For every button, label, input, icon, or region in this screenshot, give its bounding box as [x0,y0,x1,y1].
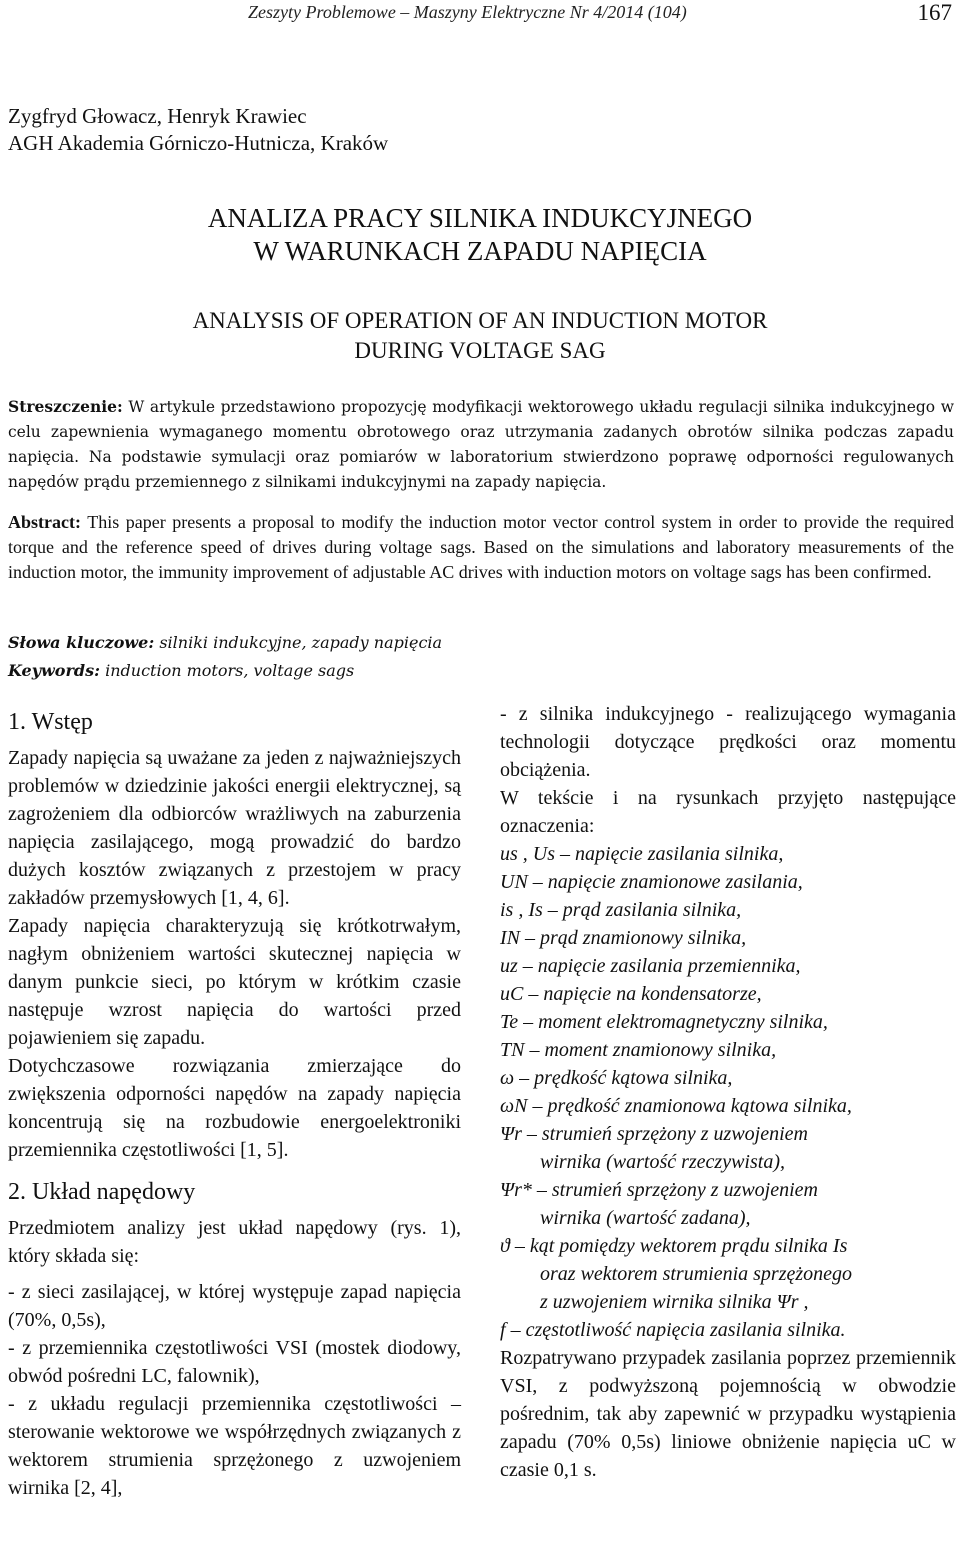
notation-item [500,1176,956,1232]
notation-item [500,896,956,924]
title-english-line-1: ANALYSIS OF OPERATION OF AN INDUCTION MOTOR [192,308,768,333]
paragraph: Dotychczasowe rozwiązania zmierzające do zwiększenia odporności napędów na zapady napięcia koncentrują się na rozbudowie energoelektroniki przemiennika częstotliwości [1, 5]. [8,1055,461,1161]
paragraph: - z silnika indukcyjnego - realizującego wymagania technologii dotyczące prędkości oraz momentu obciążenia. [500,703,956,781]
notation-symbol: TN [500,1039,525,1061]
abstract-polish-label: Streszczenie: [8,397,123,416]
notation-description: – napięcie zasilania przemiennika, [517,955,801,977]
paragraph: Przedmiotem analizy jest układ napędowy (rys. 1), który składa się: [8,1217,461,1267]
title-english [0,306,960,366]
keywords-polish-text: silniki indukcyjne, zapady napięcia [154,633,443,652]
notation-item [500,924,956,952]
notation-description: – kąt pomiędzy wektorem prądu silnika Is [509,1235,848,1257]
abstract-polish-text: W artykule przedstawiono propozycję modyfikacji wektorowego układu regulacji silnika indukcyjnego w celu zapewnienia wymaganego momentu obrotowego oraz utrzymania zadanych obrotów silnika podczas zapadu napięcia. Na podstawie symulacji oraz pomiarów w laboratorium stwierdzono poprawę odporności regulowanych napędów prądu przemiennego z silnikami indukcyjnymi na zapady napięcia. [8,398,954,491]
notation-symbol: UN [500,871,528,893]
title-polish [0,202,960,268]
paragraph: Rozpatrywano przypadek zasilania poprzez przemiennik VSI, z podwyższoną pojemnością w obwodzie pośrednim, tak aby zapewnić w przypadku wystąpienia zapadu (70% 0,5s) liniowe obniżenie napięcia uC w czasie 0,1 s. [500,1347,956,1481]
notation-description-continued: oraz wektorem strumienia sprzężonego [540,1263,853,1285]
paragraph: Zapady napięcia są uważane za jeden z najważniejszych problemów w dziedzinie jakości energii elektrycznej, są zagrożeniem dla odbiorców wrażliwych na zaburzenia napięcia zasilającego, mogą prowadzić do bardzo dużych kosztów związanych z przestojem w pracy zakładów przemysłowych [1, 4, 6]. [8,747,461,909]
notation-description-continued: wirnika (wartość rzeczywista), [540,1151,785,1173]
notation-description-continued: z uzwojeniem wirnika silnika Ψr , [540,1291,809,1313]
running-header: Zeszyty Problemowe – Maszyny Elektryczne Nr 4/2014 (104) [248,2,687,22]
notation-description: – prędkość kątowa silnika, [514,1067,733,1089]
notation-symbol: IN [500,927,520,949]
abstract-english [8,510,954,585]
keywords-english-text: induction motors, voltage sags [100,661,355,680]
notation-symbol: ω [500,1067,515,1089]
notation-item [500,980,956,1008]
notation-item [500,1064,956,1092]
affiliation: AGH Akademia Górniczo-Hutnicza, Kraków [8,131,389,155]
keywords-polish-label: Słowa kluczowe: [8,633,155,652]
notation-symbol: f [500,1319,506,1341]
notation-item [500,1316,956,1344]
left-column [8,700,461,1502]
notation-description: – częstotliwość napięcia zasilania silnika. [505,1319,846,1341]
abstract-polish [8,394,954,495]
notation-description: – prąd znamionowy silnika, [520,927,747,949]
list-item: - z sieci zasilającej, w której występuje zapad napięcia (70%, 0,5s), [8,1281,461,1331]
notation-description: – napięcie zasilania silnika, [555,843,784,865]
right-column [500,700,956,1484]
notation-description: – strumień sprzężony z uzwojeniem [531,1179,818,1201]
notation-symbol: ϑ [500,1235,510,1257]
authors: Zygfryd Głowacz, Henryk Krawiec [8,104,307,128]
paragraph: Zapady napięcia charakteryzują się krótkotrwałym, nagłym obniżeniem wartości skutecznej napięcia w danym punkcie sieci, po którym w krótkim czasie następuje wzrost napięcia do wartości przed pojawieniem się zapadu. [8,915,461,1049]
list-item: - z przemiennika częstotliwości VSI (mostek diodowy, obwód pośredni LC, falownik), [8,1337,461,1387]
notation-symbol: uC [500,983,524,1005]
notation-symbol: Ψr* [500,1179,532,1201]
notation-item [500,1232,956,1316]
notation-symbol: Te [500,1011,519,1033]
paragraph: W tekście i na rysunkach przyjęto następujące oznaczenia: [500,787,956,837]
keywords-block [8,629,442,685]
title-polish-line-1: ANALIZA PRACY SILNIKA INDUKCYJNEGO [207,203,753,233]
notation-list [500,840,956,1344]
title-english-line-2: DURING VOLTAGE SAG [354,338,606,363]
notation-item [500,1120,956,1176]
keywords-polish [8,629,442,657]
abstract-english-label: Abstract: [8,512,81,532]
notation-description: – prędkość znamionowa kątowa silnika, [527,1095,852,1117]
notation-symbol: uz [500,955,518,977]
notation-symbol: us , Us [500,843,556,865]
notation-description-continued: wirnika (wartość zadana), [540,1207,751,1229]
notation-item [500,868,956,896]
notation-description: – moment znamionowy silnika, [524,1039,777,1061]
notation-item [500,1092,956,1120]
section-1-heading: 1. Wstęp [8,709,93,735]
notation-item [500,1008,956,1036]
list-item: - z układu regulacji przemiennika częstotliwości – sterowanie wektorowe we współrzędnych związanych z wektorem strumienia sprzężonego z uzwojeniem wirnika [2, 4], [8,1393,461,1499]
notation-description: – moment elektromagnetyczny silnika, [518,1011,828,1033]
section-2-heading: 2. Układ napędowy [8,1179,196,1205]
keywords-english [8,657,442,685]
keywords-english-label: Keywords: [8,661,101,680]
notation-description: – prąd zasilania silnika, [542,899,742,921]
notation-symbol: ωN [500,1095,528,1117]
notation-item [500,952,956,980]
notation-symbol: Ψr [500,1123,522,1145]
notation-item [500,840,956,868]
page-number: 167 [917,0,952,25]
notation-symbol: is , Is [500,899,543,921]
notation-description: – strumień sprzężony z uzwojeniem [521,1123,808,1145]
abstract-english-text: This paper presents a proposal to modify the induction motor vector control system in order to provide the required torque and the reference speed of drives during voltage sags. Based on the simulations and laboratory measurements of the induction motor, the immunity improvement of adjustable AC drives with induction motors on voltage sags has been confirmed. [8,512,954,582]
title-polish-line-2: W WARUNKACH ZAPADU NAPIĘCIA [253,236,707,266]
notation-item [500,1036,956,1064]
notation-description: – napięcie znamionowe zasilania, [527,871,803,893]
notation-description: – napięcie na kondensatorze, [523,983,762,1005]
